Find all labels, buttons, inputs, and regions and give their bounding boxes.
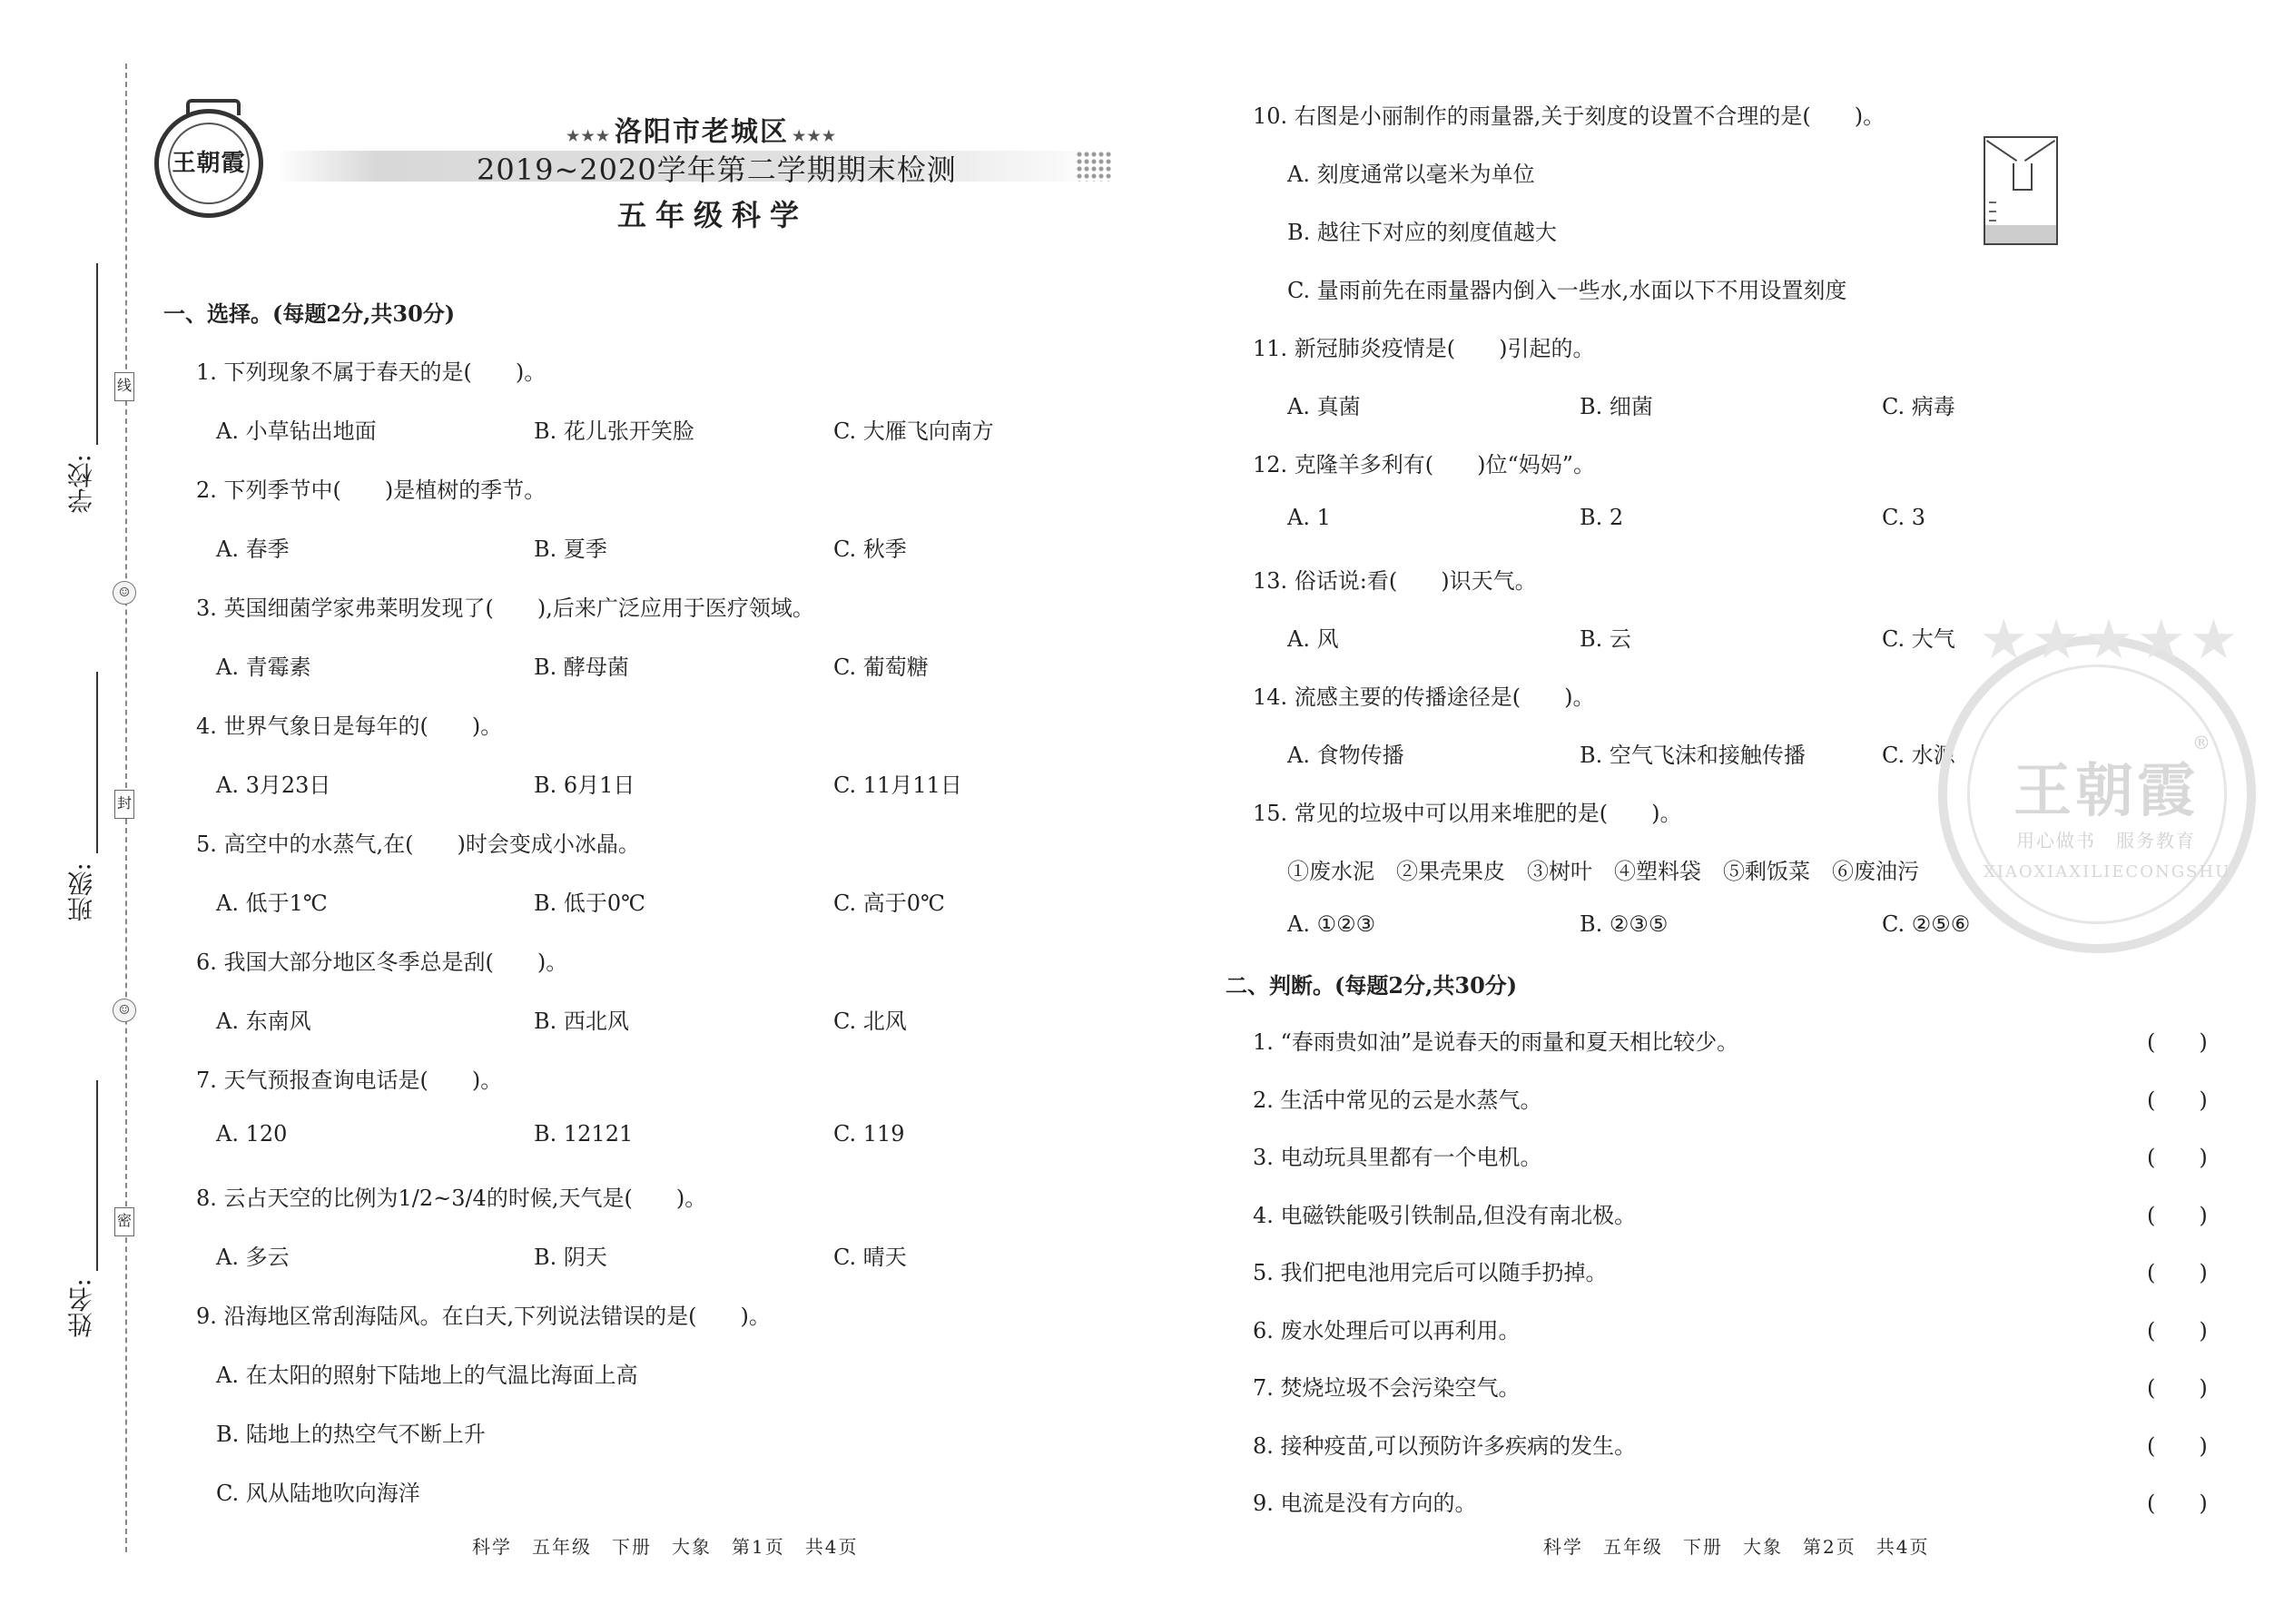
question-option: C. 北风 bbox=[833, 1009, 907, 1034]
name-fill-line bbox=[96, 1080, 98, 1271]
school-field[interactable] bbox=[64, 263, 100, 536]
watermark-arc-text: XIAOXIAXILIECONGSHU bbox=[1984, 862, 2231, 881]
page-footer-2: 科学 五年级 下册 大象 第2页 共4页 bbox=[1543, 1536, 1930, 1558]
question-option: C. 水源 bbox=[1882, 743, 1955, 768]
answer-bracket: ( ) bbox=[2147, 1432, 2208, 1459]
judge-item: 4. 电磁铁能吸引铁制品,但没有南北极。 bbox=[1253, 1202, 1637, 1228]
answer-bracket: ( ) bbox=[2147, 1491, 2208, 1516]
school-label: 学校: bbox=[66, 454, 96, 514]
question-option: A. ①②③ bbox=[1287, 911, 1376, 937]
question-option: A. 风 bbox=[1287, 626, 1339, 652]
judge-item: 5. 我们把电池用完后可以随手扔掉。 bbox=[1253, 1260, 1608, 1285]
judge-item: 9. 电流是没有方向的。 bbox=[1253, 1491, 1477, 1516]
exam-title: 2019~2020学年第二学期期末检测 bbox=[477, 153, 957, 187]
rain-gauge-figure bbox=[1984, 136, 2058, 245]
question-stem: 9. 沿海地区常刮海陆风。在白天,下列说法错误的是( )。 bbox=[196, 1304, 771, 1329]
question-option: B. 细菌 bbox=[1580, 394, 1653, 419]
question-stem: 13. 俗话说:看( )识天气。 bbox=[1253, 568, 1537, 594]
class-fill-line bbox=[96, 672, 98, 853]
page-footer-1: 科学 五年级 下册 大象 第1页 共4页 bbox=[472, 1536, 859, 1558]
question-option: A. 多云 bbox=[216, 1245, 290, 1270]
watermark-registered: ® bbox=[2192, 732, 2210, 753]
question-stem: 6. 我国大部分地区冬季总是刮( )。 bbox=[196, 950, 568, 975]
judge-item: 1. “春雨贵如油”是说春天的雨量和夏天相比较少。 bbox=[1253, 1029, 1739, 1055]
question-option: B. 2 bbox=[1580, 505, 1624, 530]
class-label: 班级: bbox=[66, 862, 96, 922]
binding-mark-seal2: 密 bbox=[114, 1207, 134, 1236]
question-option: A. 低于1℃ bbox=[216, 891, 328, 916]
question-option: B. 低于0℃ bbox=[534, 891, 646, 916]
question-stem: 8. 云占天空的比例为1/2~3/4的时候,天气是( )。 bbox=[196, 1186, 707, 1211]
publisher-logo: 王朝霞 bbox=[154, 109, 263, 218]
question-stem: 14. 流感主要的传播途径是( )。 bbox=[1253, 684, 1595, 710]
watermark-stars: ★★★★★ bbox=[1979, 608, 2242, 672]
answer-bracket: ( ) bbox=[2147, 1145, 2208, 1170]
answer-bracket: ( ) bbox=[2147, 1317, 2208, 1343]
question-stem: 10. 右图是小丽制作的雨量器,关于刻度的设置不合理的是( )。 bbox=[1253, 103, 1885, 129]
page-1 bbox=[163, 0, 1153, 1624]
judge-item: 6. 废水处理后可以再利用。 bbox=[1253, 1317, 1521, 1343]
answer-bracket: ( ) bbox=[2147, 1029, 2208, 1055]
question-option: C. 3 bbox=[1882, 505, 1926, 530]
question-stem: 7. 天气预报查询电话是( )。 bbox=[196, 1068, 503, 1093]
exam-header bbox=[163, 91, 1153, 281]
question-option: B. 越往下对应的刻度值越大 bbox=[1287, 220, 1557, 245]
answer-bracket: ( ) bbox=[2147, 1202, 2208, 1228]
binding-mark-line: 线 bbox=[114, 372, 134, 401]
binding-hole: ☺ bbox=[113, 999, 136, 1022]
question-option: C. 大气 bbox=[1882, 626, 1955, 652]
question-option: A. 食物传播 bbox=[1287, 743, 1404, 768]
question-option: C. 葡萄糖 bbox=[833, 655, 929, 680]
binding-hole: ☺ bbox=[113, 581, 136, 605]
question-stem: 1. 下列现象不属于春天的是( )。 bbox=[196, 359, 546, 385]
watermark-name: 王朝霞 bbox=[2013, 757, 2199, 825]
question-stem: 11. 新冠肺炎疫情是( )引起的。 bbox=[1253, 336, 1595, 361]
watermark-slogan: 用心做书 服务教育 bbox=[2016, 830, 2196, 851]
question-option: A. 3月23日 bbox=[216, 773, 331, 798]
section-judge-title: 二、判断。(每题2分,共30分) bbox=[1226, 972, 1518, 999]
publisher-watermark bbox=[1938, 608, 2256, 953]
question-option: A. 1 bbox=[1287, 505, 1331, 530]
section-choice-title: 一、选择。(每题2分,共30分) bbox=[163, 300, 456, 327]
answer-bracket: ( ) bbox=[2147, 1260, 2208, 1285]
judge-item: 8. 接种疫苗,可以预防许多疾病的发生。 bbox=[1253, 1432, 1637, 1459]
question-option: B. 西北风 bbox=[534, 1009, 629, 1034]
question-option: B. ②③⑤ bbox=[1580, 911, 1669, 937]
question-stem: 15. 常见的垃圾中可以用来堆肥的是( )。 bbox=[1253, 801, 1682, 826]
question-option: B. 12121 bbox=[534, 1121, 634, 1147]
question-option: B. 酵母菌 bbox=[534, 655, 629, 680]
question-option: C. ②⑤⑥ bbox=[1882, 911, 1971, 937]
crown-icon bbox=[186, 99, 241, 115]
question-option: B. 云 bbox=[1580, 626, 1631, 652]
question-option: A. 小草钻出地面 bbox=[216, 418, 377, 444]
question-items: ①废水泥 ②果壳果皮 ③树叶 ④塑料袋 ⑤剩饭菜 ⑥废油污 bbox=[1287, 859, 1919, 884]
question-option: A. 东南风 bbox=[216, 1009, 311, 1034]
judge-item: 2. 生活中常见的云是水蒸气。 bbox=[1253, 1087, 1542, 1113]
question-stem: 5. 高空中的水蒸气,在( )时会变成小冰晶。 bbox=[196, 832, 640, 857]
question-option: A. 在太阳的照射下陆地上的气温比海面上高 bbox=[216, 1363, 638, 1388]
question-stem: 4. 世界气象日是每年的( )。 bbox=[196, 714, 503, 739]
question-option: B. 陆地上的热空气不断上升 bbox=[216, 1422, 486, 1447]
binding-mark-seal: 封 bbox=[114, 790, 134, 819]
answer-bracket: ( ) bbox=[2147, 1087, 2208, 1113]
class-field[interactable] bbox=[64, 672, 100, 944]
question-option: B. 6月1日 bbox=[534, 773, 635, 798]
question-option: C. 病毒 bbox=[1882, 394, 1955, 419]
question-option: A. 真菌 bbox=[1287, 394, 1361, 419]
question-option: B. 空气飞沫和接触传播 bbox=[1580, 743, 1806, 768]
exam-subject: 五年级科学 bbox=[617, 198, 809, 232]
question-option: B. 阴天 bbox=[534, 1245, 607, 1270]
question-option: C. 大雁飞向南方 bbox=[833, 418, 994, 444]
name-field[interactable] bbox=[64, 1080, 100, 1353]
question-option: A. 刻度通常以毫米为单位 bbox=[1287, 162, 1535, 187]
binding-strip bbox=[0, 0, 145, 1624]
question-option: B. 夏季 bbox=[534, 536, 607, 562]
question-option: C. 晴天 bbox=[833, 1245, 907, 1270]
question-option: B. 花儿张开笑脸 bbox=[534, 418, 694, 444]
question-option: A. 青霉素 bbox=[216, 655, 311, 680]
answer-bracket: ( ) bbox=[2147, 1375, 2208, 1401]
name-label: 姓名: bbox=[66, 1278, 96, 1338]
question-option: C. 量雨前先在雨量器内倒入一些水,水面以下不用设置刻度 bbox=[1287, 278, 1847, 303]
question-stem: 2. 下列季节中( )是植树的季节。 bbox=[196, 477, 546, 503]
question-option: A. 春季 bbox=[216, 536, 290, 562]
judge-item: 3. 电动玩具里都有一个电机。 bbox=[1253, 1145, 1542, 1170]
question-option: C. 秋季 bbox=[833, 536, 907, 562]
question-option: C. 11月11日 bbox=[833, 773, 962, 798]
question-option: C. 高于0℃ bbox=[833, 891, 945, 916]
exam-region: ★★★ 洛阳市老城区 ★★★ bbox=[566, 116, 838, 148]
question-option: C. 119 bbox=[833, 1121, 905, 1147]
question-stem: 3. 英国细菌学家弗莱明发现了( ),后来广泛应用于医疗领域。 bbox=[196, 595, 814, 621]
school-fill-line bbox=[96, 263, 98, 445]
question-stem: 12. 克隆羊多利有( )位“妈妈”。 bbox=[1253, 452, 1596, 477]
judge-item: 7. 焚烧垃圾不会污染空气。 bbox=[1253, 1375, 1521, 1401]
question-option: C. 风从陆地吹向海洋 bbox=[216, 1481, 420, 1506]
question-option: A. 120 bbox=[216, 1121, 288, 1147]
